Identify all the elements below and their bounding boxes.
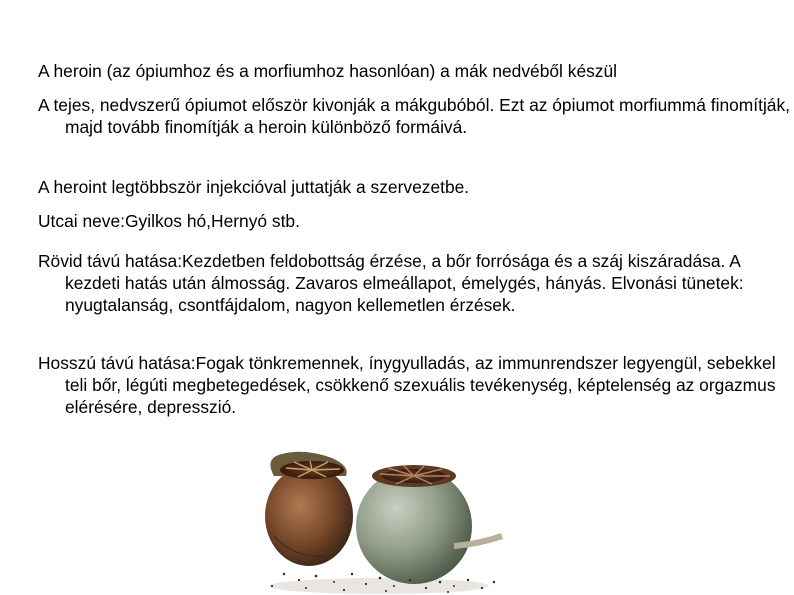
paragraph-long-term-effects: Hosszú távú hatása:Fogak tönkremennek, ínygyulladás, az immunrendszer legyengül, sebekkel teli bőr, légúti megbetegedések, csökkenő szexuális tevékenység, képtelenség az orgazmus elérésére, depresszió. [38, 353, 776, 417]
paragraph-heroin-origin: A heroin (az ópiumhoz és a morfiumhoz hasonlóan) a mák nedvéből készül [38, 61, 618, 81]
paragraph-opium-extraction: A tejes, nedvszerű ópiumot először kivonják a mákgubóból. Ezt az ópiumot morfiummá finomítják, majd tovább finomítják a heroin különböző formáivá. [38, 95, 791, 137]
paragraph-injection: A heroint legtöbbször injekcióval juttatják a szervezetbe. [38, 177, 470, 197]
poppy-seed-pods-photo [254, 446, 504, 595]
paragraph-short-term-effects: Rövid távú hatása:Kezdetben feldobottság érzése, a bőr forrósága és a száj kiszáradása. A kezdeti hatás után álmosság. Zavaros elmeállapot, émelygés, hányás. Elvonási tünetek: nyugtalanság, csontfájdalom, nagyon kellemetlen érzések. [38, 251, 744, 315]
paragraph-street-names: Utcai neve:Gyilkos hó,Hernyó stb. [38, 211, 300, 231]
